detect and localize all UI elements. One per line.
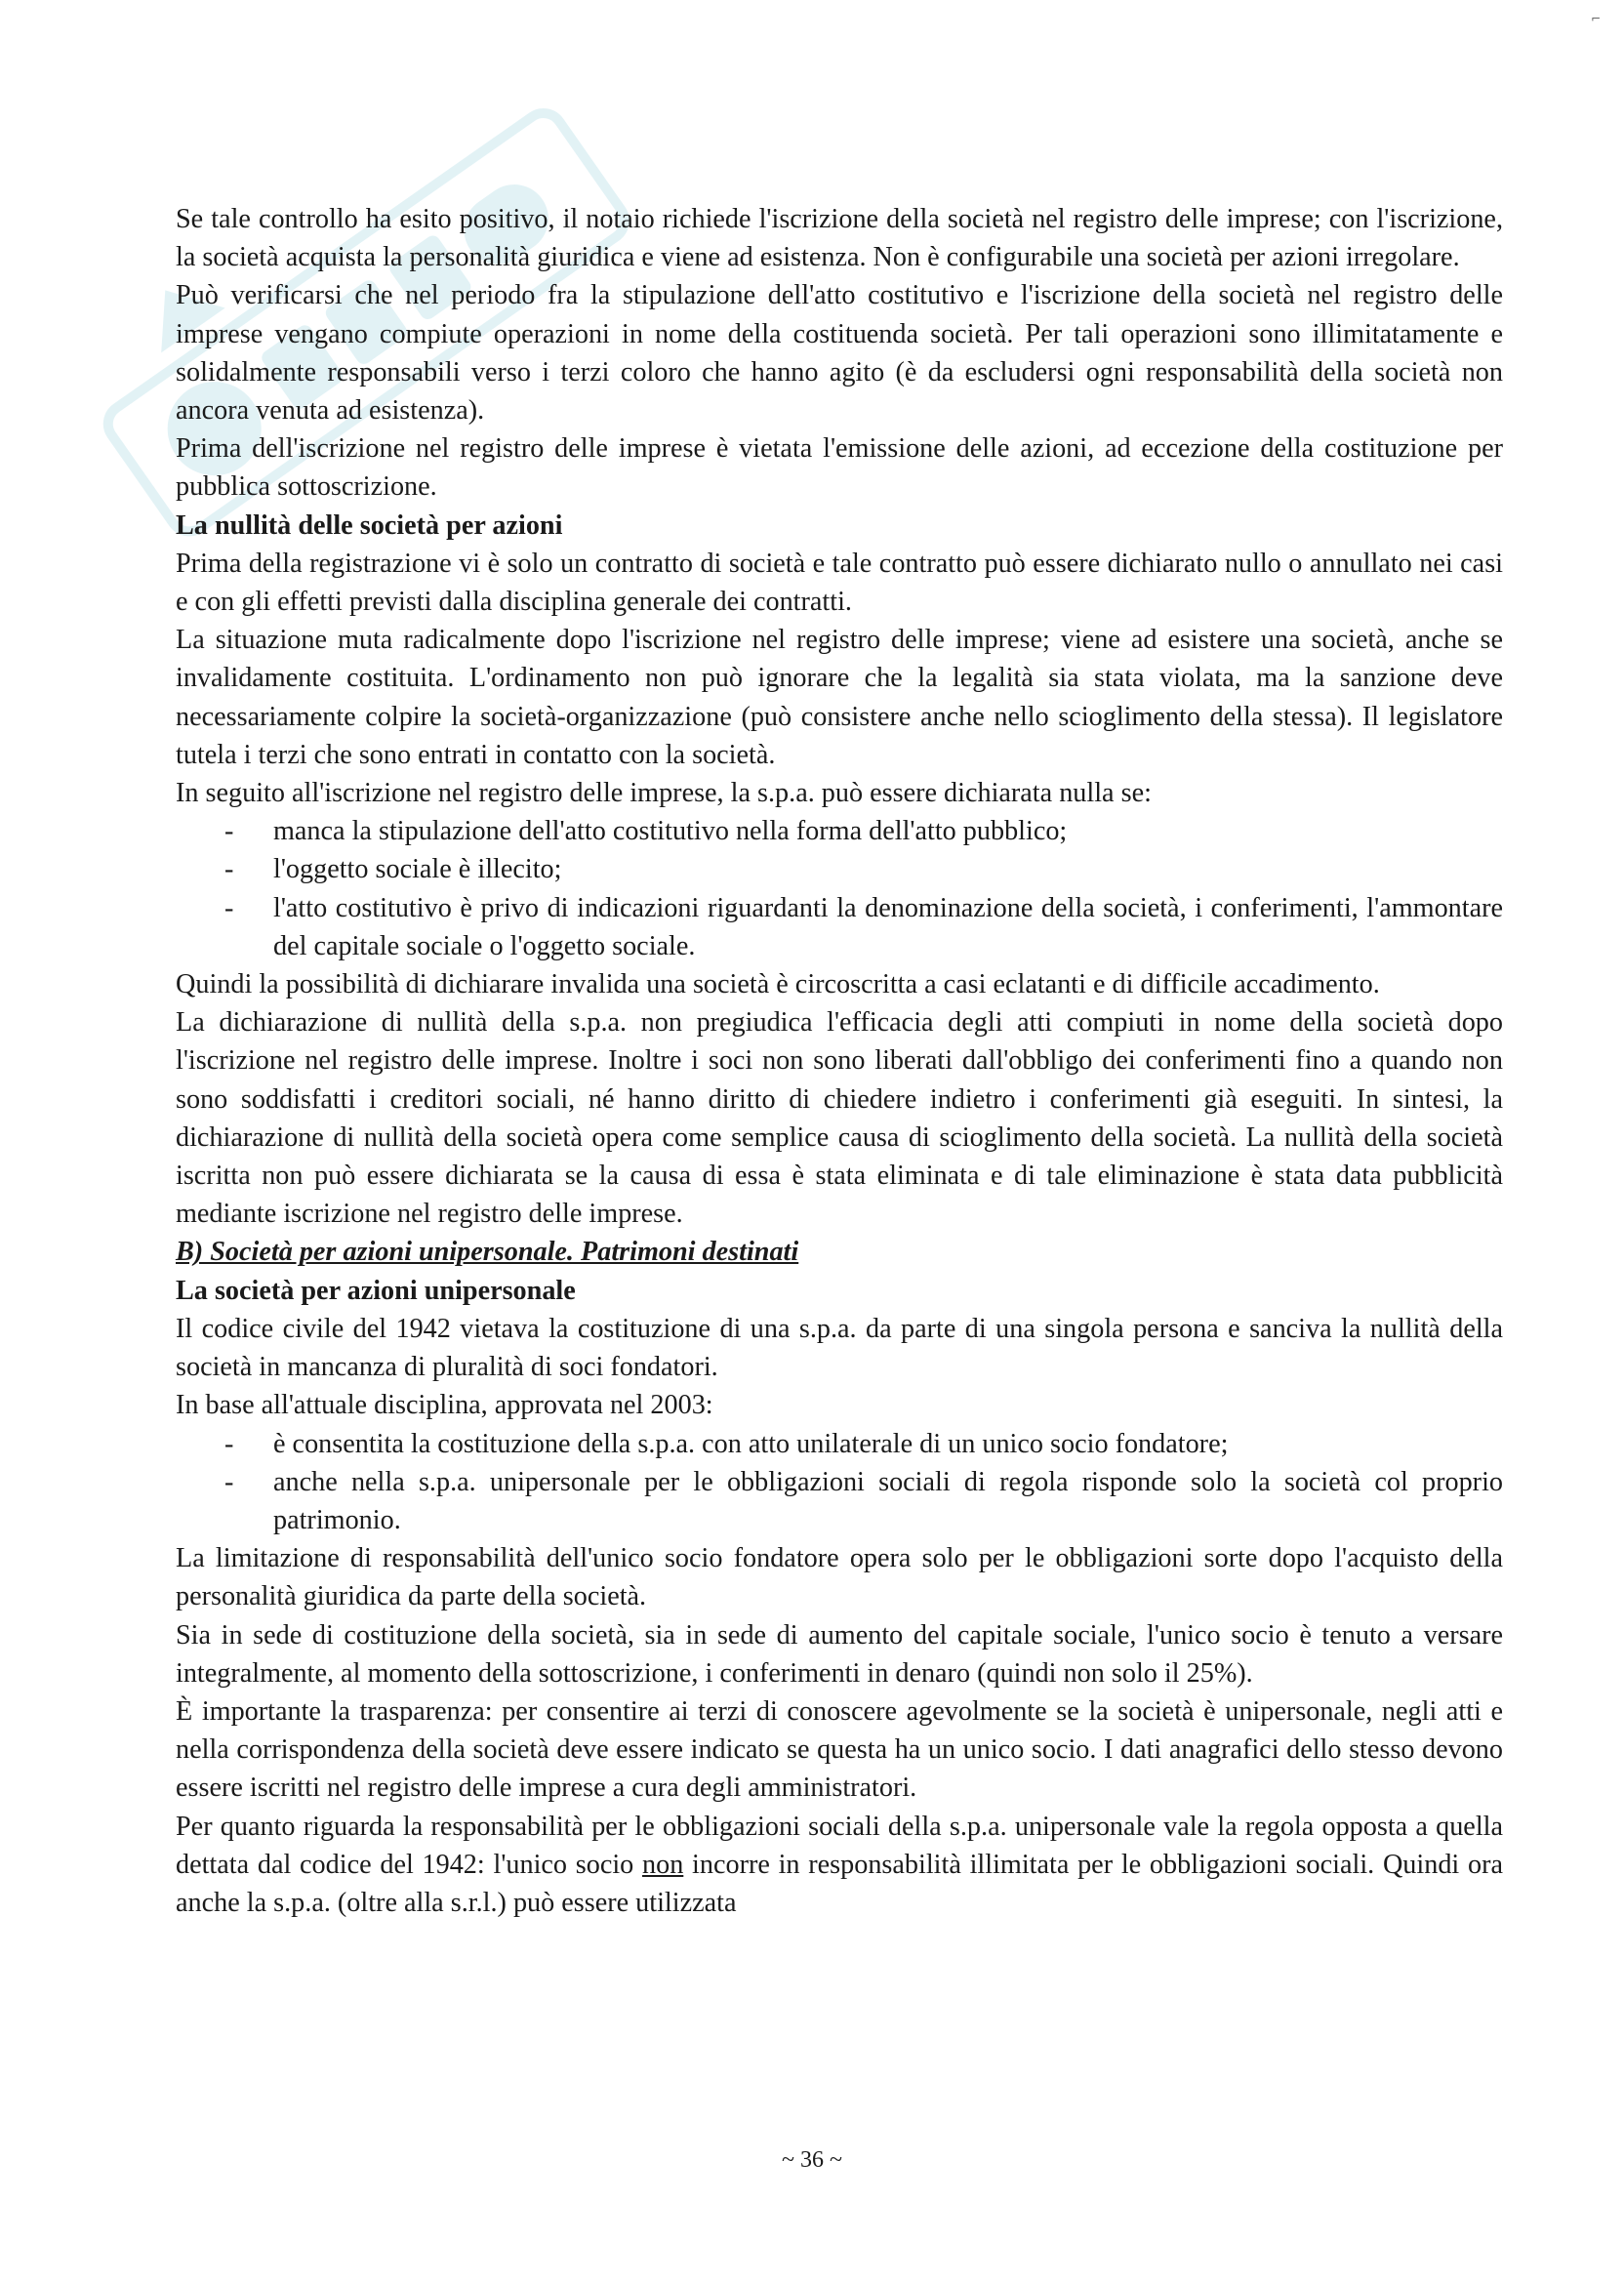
list-item: - l'atto costitutivo è privo di indicazioni riguardanti la denominazione della società, i conferimenti, l'ammontare del capitale sociale o l'oggetto sociale.: [273, 889, 1503, 965]
paragraph: [176, 1808, 1503, 1923]
paragraph: Sia in sede di costituzione della società, sia in sede di aumento del capitale sociale, l'unico socio è tenuto a versare integralmente, al momento della sottoscrizione, i conferimenti in denaro (quindi non solo il 25%).: [176, 1619, 1503, 1689]
heading-unipersonale: La società per azioni unipersonale: [176, 1275, 576, 1306]
list-nullita: [176, 812, 1503, 965]
paragraph: Il codice civile del 1942 vietava la costituzione di una s.p.a. da parte di una singola persona e sanciva la nullità della società in mancanza di pluralità di soci fondatori.: [176, 1313, 1503, 1383]
paragraph: Quindi la possibilità di dichiarare invalida una società è circoscritta a casi eclatanti e di difficile accadimento.: [176, 969, 1380, 1000]
paragraph: Se tale controllo ha esito positivo, il notaio richiede l'iscrizione della società nel registro delle imprese; con l'iscrizione, la società acquista la personalità giuridica e viene ad esistenza. Non è configurabile una società per azioni irregolare.: [176, 204, 1503, 273]
paragraph: La dichiarazione di nullità della s.p.a. non pregiudica l'efficacia degli atti compiuti in nome della società dopo l'iscrizione nel registro delle imprese. Inoltre i soci non sono liberati dall'obbligo dei conferimenti fino a quando non sono soddisfatti i creditori sociali, né hanno diritto di chiedere indietro i conferimenti già eseguiti. In sintesi, la dichiarazione di nullità della società opera come semplice causa di scioglimento della società. La nullità della società iscritta non può essere dichiarata se la causa di essa è stata eliminata e di tale eliminazione è stata data pubblicità mediante iscrizione nel registro delle imprese.: [176, 1007, 1503, 1230]
document-body: [176, 200, 1503, 1922]
section-b-heading: B) Società per azioni unipersonale. Patrimoni destinati: [176, 1237, 799, 1268]
paragraph: Prima dell'iscrizione nel registro delle imprese è vietata l'emissione delle azioni, ad eccezione della costituzione per pubblica sottoscrizione.: [176, 433, 1503, 503]
heading-nullita: La nullità delle società per azioni: [176, 510, 563, 541]
list-disciplina: [176, 1425, 1503, 1540]
paragraph: È importante la trasparenza: per consentire ai terzi di conoscere agevolmente se la società è unipersonale, negli atti e nella corrispondenza della società deve essere indicato se questa ha un unico socio. I dati anagrafici dello stesso devono essere iscritti nel registro delle imprese a cura degli amministratori.: [176, 1695, 1503, 1804]
list-item: - l'oggetto sociale è illecito;: [273, 850, 1503, 888]
list-item: - anche nella s.p.a. unipersonale per le obbligazioni sociali di regola risponde solo la società col proprio patrimonio.: [273, 1463, 1503, 1539]
underlined-word: non: [642, 1849, 684, 1880]
list-item: - manca la stipulazione dell'atto costitutivo nella forma dell'atto pubblico;: [273, 812, 1503, 850]
text-span: Per quanto riguarda la responsabilità per le obbligazioni sociali della s.p.a. unipersonale vale la regola opposta a quella dettata dal codice del 1942: l'unico socio: [176, 1811, 1503, 1880]
paragraph: In base all'attuale disciplina, approvata nel 2003:: [176, 1390, 713, 1421]
text-span: incorre in responsabilità illimitata per le obbligazioni sociali. Quindi ora anche la s.p.a. (oltre alla s.r.l.) può essere utilizzata: [176, 1849, 1503, 1918]
corner-mark-icon: ⌐: [1591, 12, 1602, 25]
paragraph: La situazione muta radicalmente dopo l'iscrizione nel registro delle imprese; viene ad esistere una società, anche se invalidamente costituita. L'ordinamento non può ignorare che la legalità sia stata violata, ma la sanzione deve necessariamente colpire la società-organizzazione (può consistere anche nello scioglimento della stessa). Il legislatore tutela i terzi che sono entrati in contatto con la società.: [176, 625, 1503, 770]
paragraph: In seguito all'iscrizione nel registro delle imprese, la s.p.a. può essere dichiarata nulla se:: [176, 778, 1152, 809]
list-item: - è consentita la costituzione della s.p.a. con atto unilaterale di un unico socio fondatore;: [273, 1425, 1503, 1463]
paragraph: La limitazione di responsabilità dell'unico socio fondatore opera solo per le obbligazioni sorte dopo l'acquisto della personalità giuridica da parte della società.: [176, 1543, 1503, 1612]
paragraph: Prima della registrazione vi è solo un contratto di società e tale contratto può essere dichiarato nullo o annullato nei casi e con gli effetti previsti dalla disciplina generale dei contratti.: [176, 548, 1503, 618]
page-number: ~ 36 ~: [782, 2147, 842, 2173]
paragraph: Può verificarsi che nel periodo fra la stipulazione dell'atto costitutivo e l'iscrizione della società nel registro delle imprese vengano compiute operazioni in nome della costituenda società. Per tali operazioni sono illimitatamente e solidalmente responsabili verso i terzi coloro che hanno agito (è da escludersi ogni responsabilità della società non ancora venuta ad esistenza).: [176, 280, 1503, 427]
